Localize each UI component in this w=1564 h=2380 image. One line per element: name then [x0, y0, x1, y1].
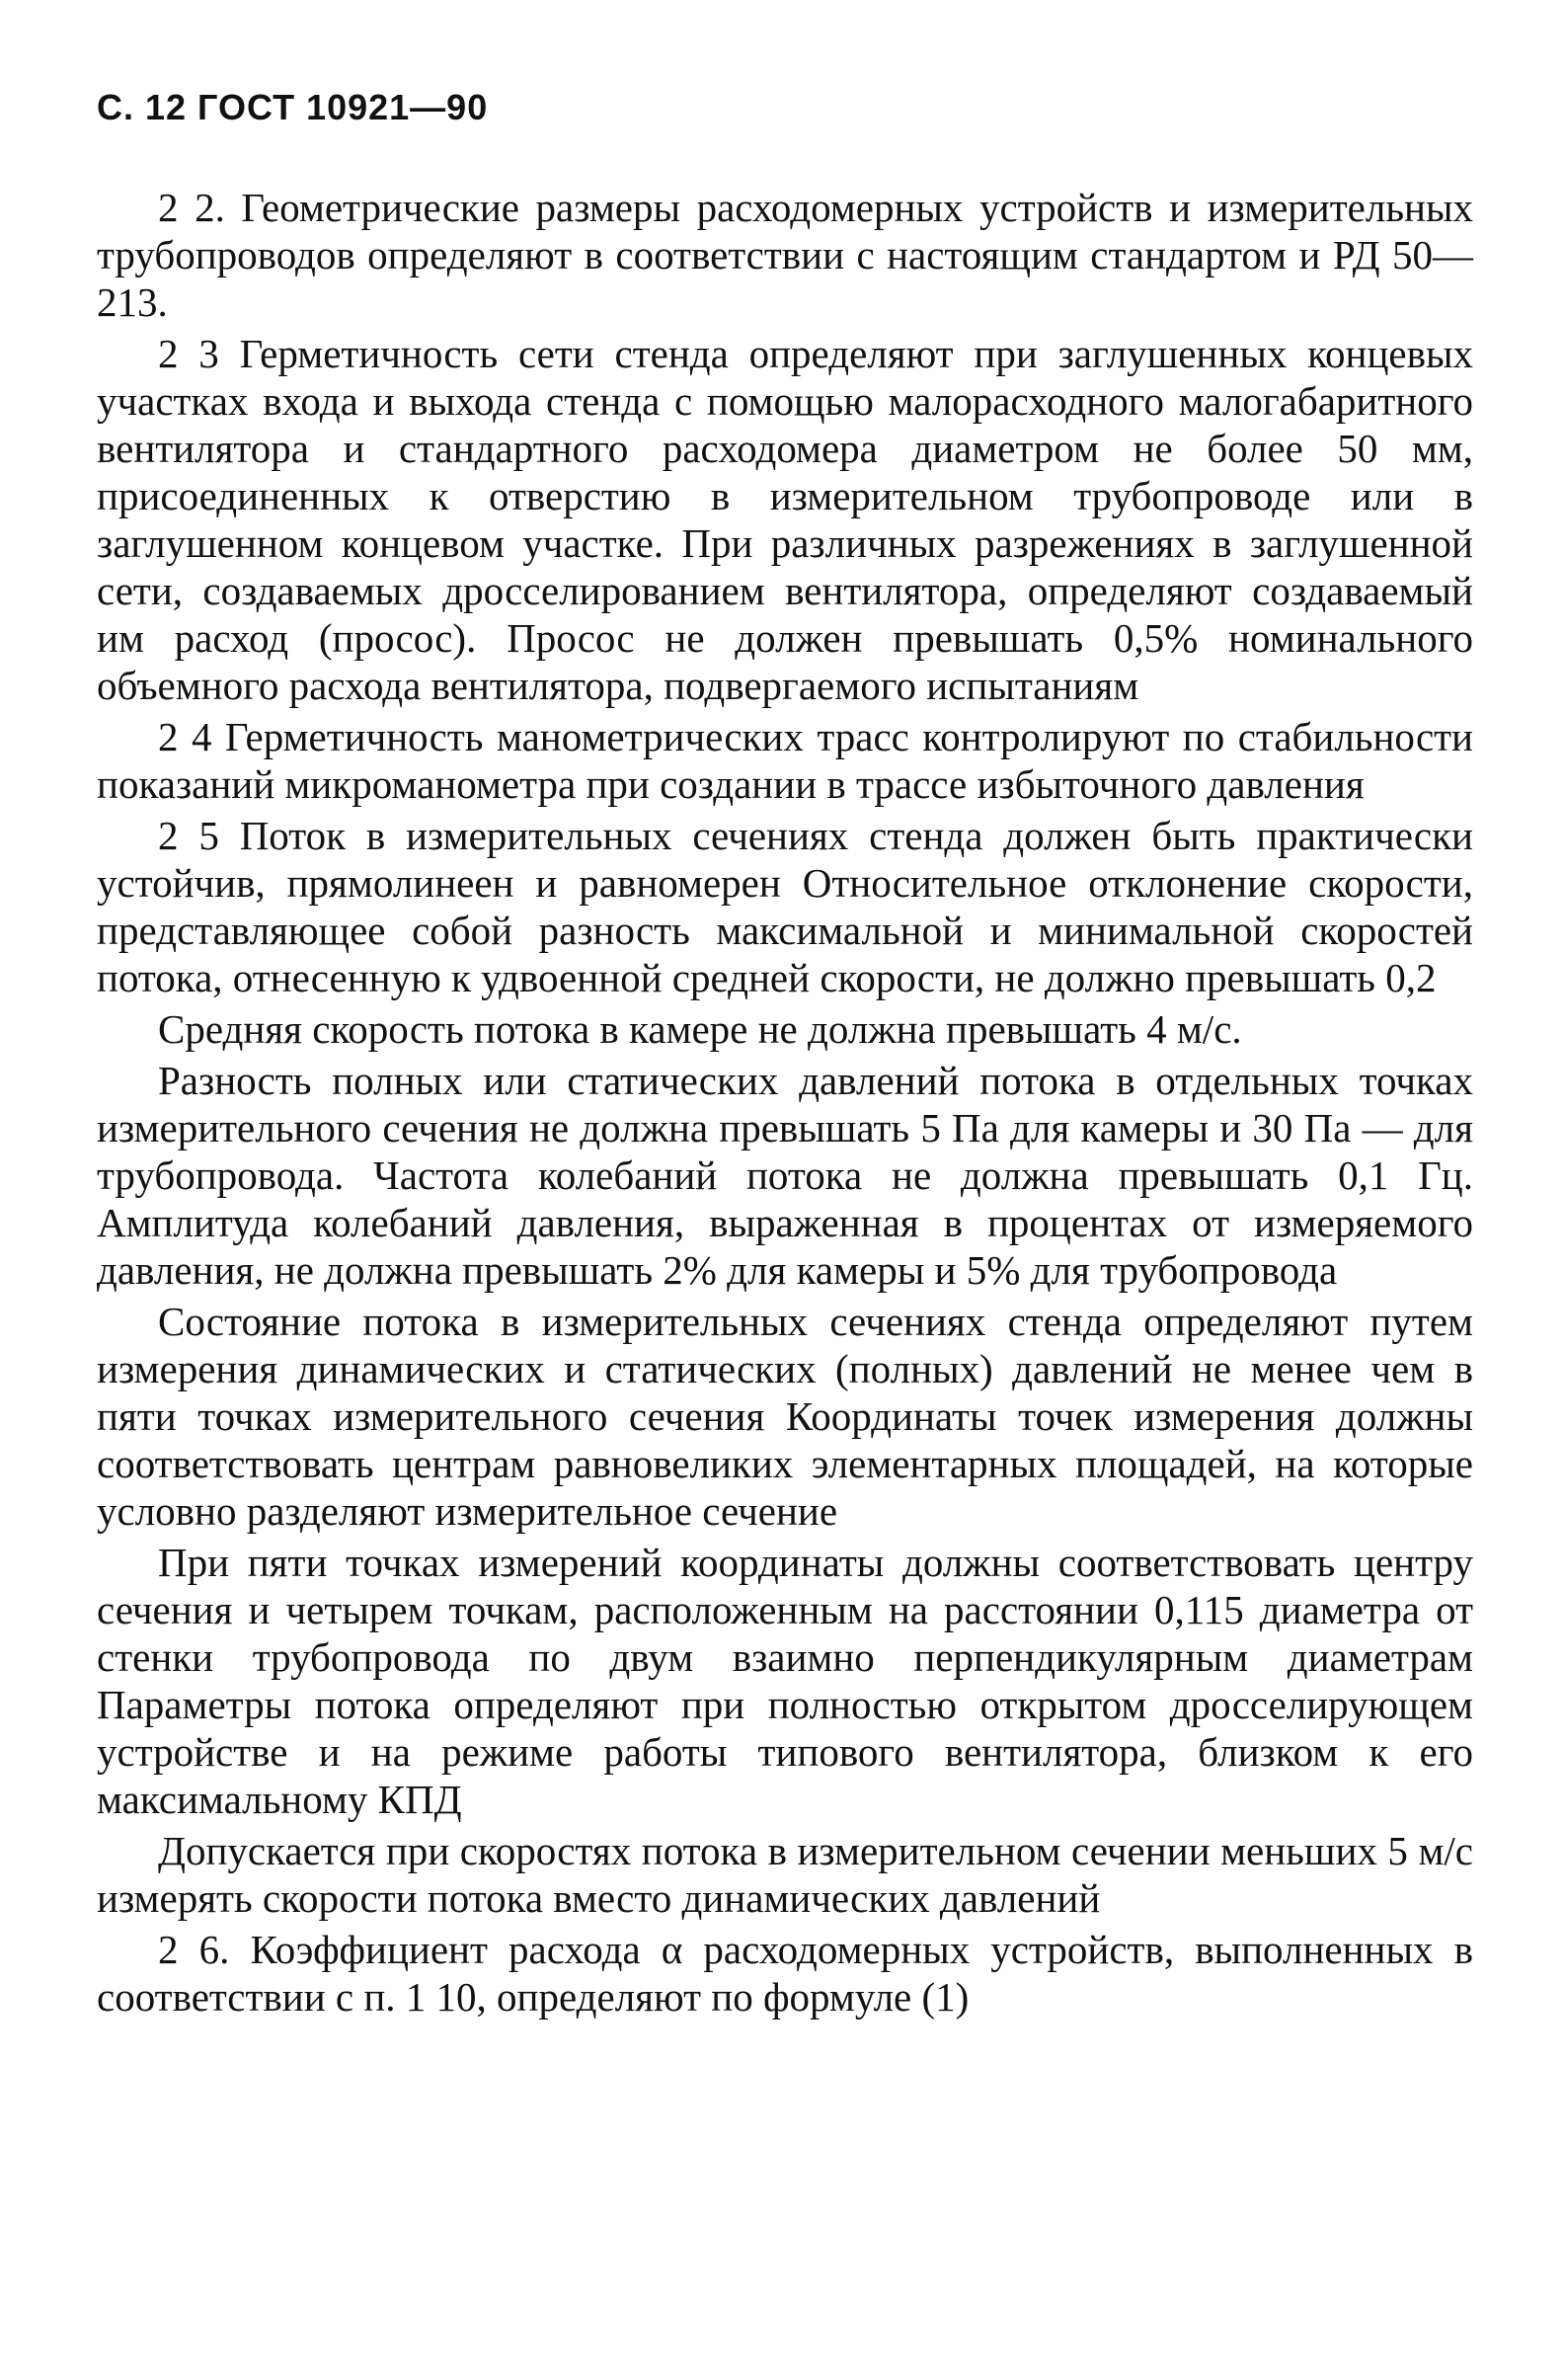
- paragraph-2-2: 2 2. Геометрические размеры расходомерных устройств и измерительных трубопроводов определяют в соответствии с настоящим стандартом и РД 50—213.: [97, 185, 1473, 325]
- paragraph-pressure-difference: Разность полных или статических давлений потока в отдельных точках измерительного сечения не должна превышать 5 Па для камеры и 30 Па — для трубопровода. Частота колебаний потока не должна превышать 0,1 Гц. Амплитуда колебаний давления, выраженная в процентах от измеряемого давления, не должна превышать 2% для камеры и 5% для трубопровода: [97, 1058, 1473, 1293]
- page-header: С. 12 ГОСТ 10921—90: [97, 87, 489, 127]
- paragraph-average-speed: Средняя скорость потока в камере не должна превышать 4 м/с.: [158, 1006, 1242, 1052]
- paragraph-flow-state: Состояние потока в измерительных сечениях стенда определяют путем измерения динамических и статических (полных) давлений не менее чем в пяти точках измерительного сечения Координаты точек измерения должны соответствовать центрам равновеликих элементарных площадей, на которые условно разделяют измерительное сечение: [97, 1299, 1473, 1534]
- paragraph-five-points: При пяти точках измерений координаты должны соответствовать центру сечения и четырем точкам, расположенным на расстоянии 0,115 диаметра от стенки трубопровода по двум взаимно перпендикулярным диаметрам Параметры потока определяют при полностью открытом дросселирующем устройстве и на режиме работы типового вентилятора, близком к его максимальному КПД: [97, 1540, 1473, 1822]
- document-body: [97, 184, 1473, 2024]
- paragraph-2-4: 2 4 Герметичность манометрических трасс контролируют по стабильности показаний микроманометра при создании в трассе избыточного давления: [97, 714, 1473, 807]
- paragraph-2-5: 2 5 Поток в измерительных сечениях стенда должен быть практически устойчив, прямолинеен и равномерен Относительное отклонение скорости, представляющее собой разность максимальной и минимальной скоростей потока, отнесенную к удвоенной средней скорости, не должно превышать 0,2: [97, 813, 1473, 1000]
- paragraph-2-3: 2 3 Герметичность сети стенда определяют при заглушенных концевых участках входа и выхода стенда с помощью малорасходного малогабаритного вентилятора и стандартного расходомера диаметром не более 50 мм, присоединенных к отверстию в измерительном трубопроводе или в заглушенном концевом участке. При различных разрежениях в заглушенной сети, создаваемых дросселированием вентилятора, определяют создаваемый им расход (просос). Просос не должен превышать 0,5% номинального объемного расхода вентилятора, подвергаемого испытаниям: [97, 331, 1473, 708]
- paragraph-allowed: Допускается при скоростях потока в измерительном сечении меньших 5 м/с измерять скорости потока вместо динамических давлений: [97, 1828, 1473, 1921]
- paragraph-2-6: 2 6. Коэффициент расхода α расходомерных устройств, выполненных в соответствии с п. 1 10, определяют по формуле (1): [97, 1927, 1473, 2020]
